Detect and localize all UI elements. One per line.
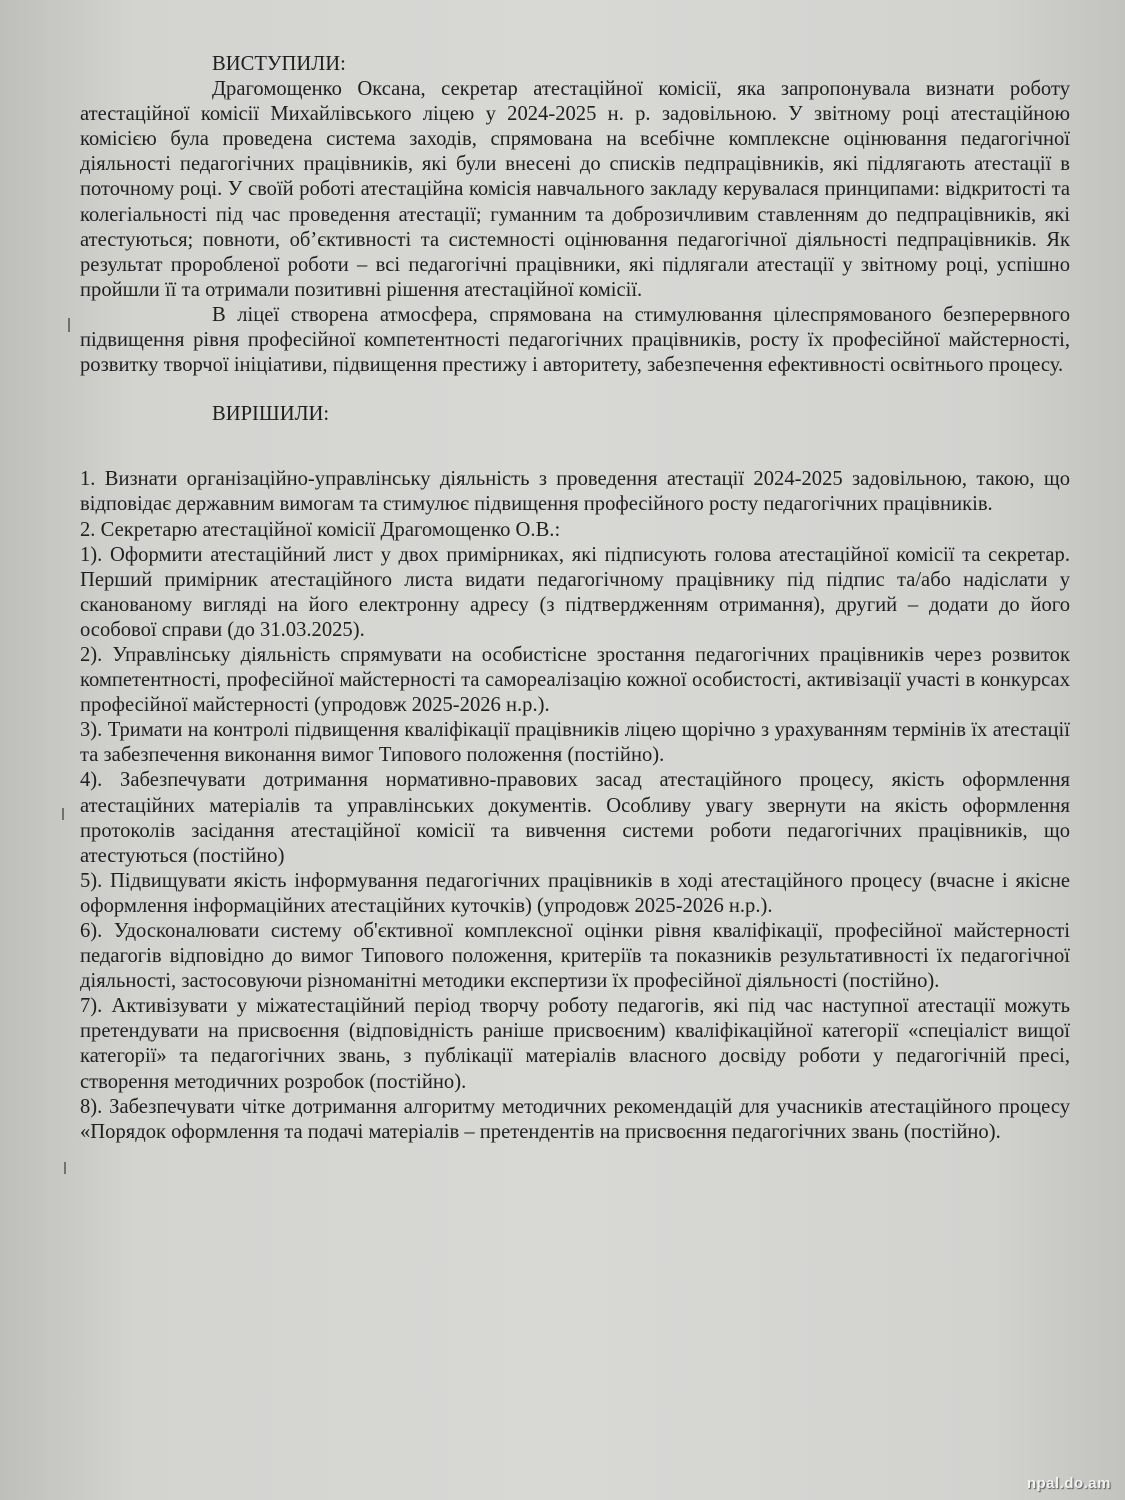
- watermark: npal.do.am: [1026, 1475, 1111, 1492]
- margin-mark: [62, 808, 64, 820]
- decision-item: 2). Управлінську діяльність спрямувати на особистісне зростання педагогічних працівників через розвиток компетентності, професійної майстерності та самореалізацію кожної особистості, активізації участі в конкурсах професійної майстерності (упродовж 2025-2026 н.р.).: [80, 643, 1070, 717]
- margin-mark: [68, 318, 70, 332]
- decision-item: 1. Визнати організаційно-управлінську діяльність з проведення атестації 2024-2025 задовільною, такою, що відповідає державним вимогам та стимулює підвищення професійного росту педагогічних працівників.: [80, 468, 1070, 516]
- decision-item: 3). Тримати на контролі підвищення кваліфікації працівників ліцею щорічно з урахуванням термінів їх атестації та забезпечення виконання вимог Типового положення (постійно).: [80, 719, 1070, 767]
- decision-item: 7). Активізувати у міжатестаційний період творчу роботу педагогів, які під час наступної атестації можуть претендувати на присвоєння (відповідність раніше присвоєним) кваліфікаційної категорії «спеціаліст вищої категорії» та педагогічних звань, з публікації матеріалів власного досвіду роботи у педагогічній пресі, створення методичних розробок (постійно).: [80, 995, 1070, 1093]
- heading-decided: ВИРІШИЛИ:: [212, 403, 330, 426]
- decision-item: 1). Оформити атестаційний лист у двох примірниках, які підписують голова атестаційної комісії та секретар. Перший примірник атестаційного листа видати педагогічному працівнику під підпис та/або надіслати у сканованому вигляді на його електронну адресу (з підтвердженням отримання), другий – додати до його особової справи (до 31.03.2025).: [80, 543, 1070, 641]
- document-body: [80, 52, 1070, 1145]
- decision-item: 4). Забезпечувати дотримання нормативно-правових засад атестаційного процесу, якість оформлення атестаційних матеріалів та управлінських документів. Особливу увагу звернути на якість оформлення протоколів засідання атестаційної комісії та вивчення системи роботи педагогічних працівників, що атестуються (постійно): [80, 769, 1070, 867]
- decision-item: 2. Секретарю атестаційної комісії Драгомощенко О.В.:: [80, 518, 561, 541]
- spoke-paragraph: В ліцеї створена атмосфера, спрямована на стимулювання цілеспрямованого безперервного підвищення рівня професійної компетентності педагогічних працівників, росту їх професійної майстерності, розвитку творчої ініціативи, підвищення престижу і авторитету, забезпечення ефективності освітнього процесу.: [80, 303, 1070, 377]
- decision-item: 5). Підвищувати якість інформування педагогічних працівників в ході атестаційного процесу (вчасне і якісне оформлення інформаційних атестаційних куточків) (упродовж 2025-2026 н.р.).: [80, 869, 1070, 917]
- decisions-list: [80, 467, 1070, 1145]
- heading-spoke: ВИСТУПИЛИ:: [212, 53, 346, 75]
- spoke-paragraph: Драгомощенко Оксана, секретар атестаційної комісії, яка запропонувала визнати роботу атестаційної комісії Михайлівського ліцею у 2024-2025 н. р. задовільною. У звітному році атестаційною комісією була проведена система заходів, спрямована на всебічне комплексне оцінювання педагогічної діяльності педагогічних працівників, які були внесені до списків педпрацівників, які підлягають атестації в поточному році. У своїй роботі атестаційна комісія навчального закладу керувалася принципами: відкритості та колегіальності під час проведення атестації; гуманним та доброзичливим ставленням до педпрацівників, які атестуються; повноти, об’єктивності та системності оцінювання педагогічної діяльності педпрацівників. Як результат проробленої роботи – всі педагогічні працівники, які підлягали атестації у звітному році, успішно пройшли її та отримали позитивні рішення атестаційної комісії.: [80, 78, 1070, 301]
- decision-item: 8). Забезпечувати чітке дотримання алгоритму методичних рекомендацій для учасників атестаційного процесу «Порядок оформлення та подачі матеріалів – претендентів на присвоєння педагогічних звань (постійно).: [80, 1095, 1070, 1143]
- margin-mark: [64, 1162, 66, 1174]
- decision-item: 6). Удосконалювати систему об'єктивної комплексної оцінки рівня кваліфікації, професійної майстерності педагогів відповідно до вимог Типового положення, критеріїв та показників результативності їх педагогічної діяльності, застосовуючи різноманітні методики експертизи їх професійної діяльності (постійно).: [80, 920, 1070, 993]
